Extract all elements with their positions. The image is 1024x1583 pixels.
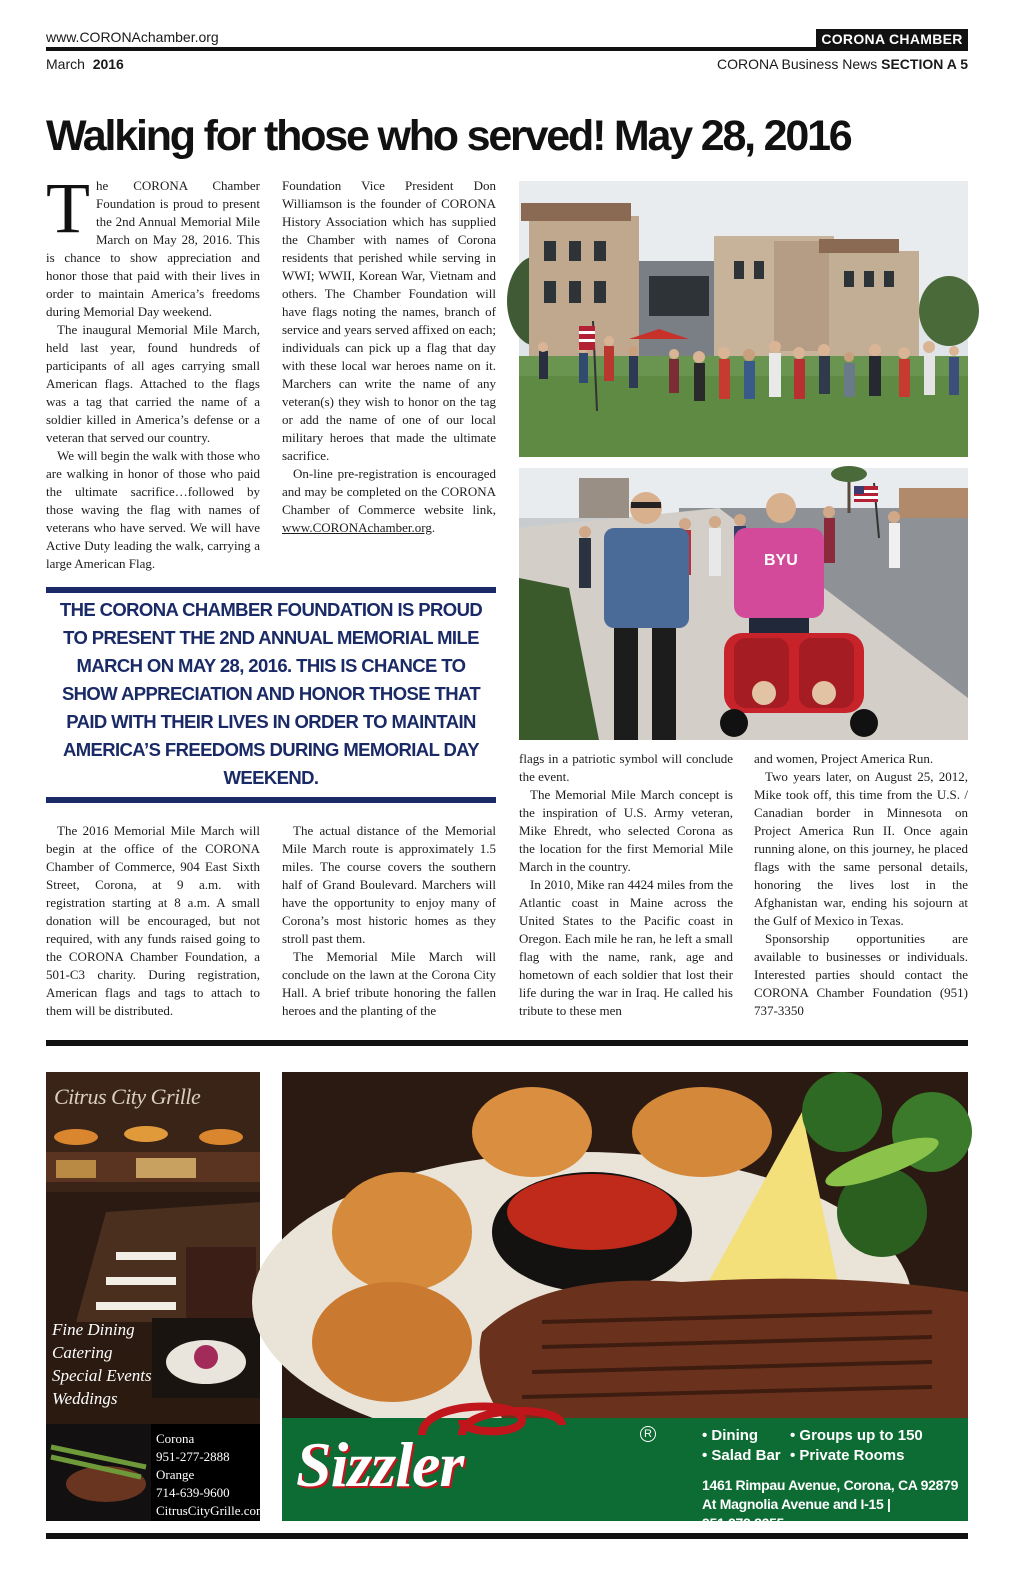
article-column-3: [46, 822, 260, 1020]
citrus-location: Corona: [156, 1431, 195, 1446]
registered-mark: R: [640, 1426, 656, 1442]
section-label: [717, 56, 968, 72]
article-column-5: [519, 750, 733, 1020]
issue-month: March: [46, 56, 85, 72]
paragraph: Foundation Vice President Don Williamson is the founder of CORONA History Association which has supplied the Chamber with names of Corona residents that perished while serving in WWI; WWII, Korean War, Vietnam and others. The Chamber Foundation will have flags noting the names, branch of service and years served affixed on each; individuals can pick up a flag that day with these local war heroes name on it. Marchers can write the name of any veteran(s) they wish to honor on the tag or add the name of one of our local military heroes that made the ultimate sacrifice.: [282, 178, 496, 463]
citrus-phone: 714-639-9600: [156, 1485, 230, 1500]
citrus-service: Catering: [52, 1343, 113, 1362]
citrus-services-list: [52, 1318, 152, 1410]
citrus-location: Orange: [156, 1467, 195, 1482]
photo-walkers-stroller: [519, 468, 968, 740]
sizzler-address-line: 1461 Rimpau Avenue, Corona, CA 92879: [702, 1477, 959, 1493]
paragraph: The inaugural Memorial Mile March, held last year, found hundreds of participants of all ages carrying small American flags. Attached to the flags was a tag that carried the name of a soldier killed in America’s defense or a veteran that served our country.: [46, 322, 260, 445]
sizzler-service: • Salad Bar: [702, 1447, 781, 1464]
article-column-4: [282, 822, 496, 1020]
shirt-text: BYU: [764, 552, 798, 569]
paragraph: The actual distance of the Memorial Mile March route is approximately 1.5 miles. The course covers the southern half of Grand Boulevard. Marchers will have the opportunity to enjoy many of Corona’s most historic homes as they stroll past them.: [282, 823, 496, 946]
header-rule: [46, 47, 968, 51]
paragraph: Two years later, on August 25, 2012, Mike took off, this time from the U.S. / Canadian border in Minnesota on Project America Run II. Once again running alone, on this journey, he placed flags with the same personal details, honoring the lives lost in the Afghanistan war, ending his sojourn at the Gulf of Mexico in Texas.: [754, 769, 968, 928]
paragraph: On-line pre-registration is encouraged and may be completed on the CORONA Chamber of Commerce website link, www.CORONAchamber.org.: [282, 466, 496, 535]
sizzler-address-line: At Magnolia Avenue and I-15 | 951.272.8255: [702, 1496, 891, 1531]
paragraph: In 2010, Mike ran 4424 miles from the Atlantic coast in Maine across the United States to the Pacific coast in Oregon. Each mile he ran, he left a small flag with the name, rank, age and hometown of each soldier that lost their life during the war in Iraq. He called his tribute to these men: [519, 877, 733, 1018]
pull-quote: THE CORONA CHAMBER FOUNDATION IS PROUD TO PRESENT THE 2ND ANNUAL MEMORIAL MILE MARCH ON MAY 28, 2016. THIS IS CHANCE TO SHOW APPRECIATION AND HONOR THOSE THAT PAID WITH THEIR LIVES IN ORDER TO MAINTAIN AMERICA’S FREEDOMS DURING MEMORIAL DAY WEEKEND.: [59, 599, 483, 788]
citrus-service: Fine Dining: [52, 1320, 135, 1339]
drop-cap: T: [46, 168, 90, 248]
citrus-website[interactable]: CitrusCityGrille.com: [156, 1503, 267, 1518]
photo-city-hall-crowd: [519, 181, 968, 457]
paragraph: The CORONA Chamber Foundation is proud to present the 2nd Annual Memorial Mile March on May 28, 2016. This is chance to show appreciation and honor those that paid with their lives in order to maintain America’s freedoms during Memorial Day weekend.: [46, 168, 260, 319]
section-divider: [46, 1040, 968, 1046]
citrus-city-grille-ad[interactable]: [46, 1072, 267, 1521]
paragraph: We will begin the walk with those who are walking in honor of those who paid the ultimate sacrifice…followed by those waving the flag with names of veterans who have served. We will have Active Duty leading the walk, carrying a large American Flag.: [46, 448, 260, 571]
citrus-city-grille-logo: Citrus City Grille: [46, 1072, 260, 1122]
sizzler-service: • Groups up to 150: [790, 1427, 923, 1444]
sizzler-services-left: [702, 1426, 781, 1466]
sizzler-ad[interactable]: [282, 1072, 968, 1531]
page-bottom-rule: [46, 1533, 968, 1539]
issue-year: 2016: [92, 56, 124, 72]
citrus-service: Special Events: [52, 1366, 152, 1385]
sizzler-service: • Dining: [702, 1427, 759, 1444]
pull-quote-top-rule: [46, 587, 496, 593]
paragraph: The Memorial Mile March concept is the inspiration of U.S. Army veteran, Mike Ehredt, who selected Corona as the location for the first Memorial Mile March in the country.: [519, 787, 733, 874]
citrus-service: Weddings: [52, 1389, 118, 1408]
header-url[interactable]: www.CORONAchamber.org: [46, 29, 219, 45]
paragraph: The 2016 Memorial Mile March will begin at the office of the CORONA Chamber of Commerce, 904 East Sixth Street, Corona, at 9 a.m. with registration starting at 8 a.m. A small donation will be encouraged, but not required, with any funds raised going to the CORONA Chamber Foundation, a 501-C3 charity. During registration, American flags and tags to attach to them will be distributed.: [46, 823, 260, 1018]
article-column-2: [282, 177, 496, 537]
citrus-contact-info: [156, 1430, 266, 1520]
article-column-6: [754, 750, 968, 1020]
sizzler-services-right: [790, 1426, 923, 1466]
sizzler-address: [702, 1476, 968, 1533]
paragraph: Sponsorship opportunities are available to businesses or individuals. Interested parties should contact the CORONA Chamber Foundation (951) 737-3350: [754, 931, 968, 1018]
paragraph: and women, Project America Run.: [754, 751, 934, 766]
pull-quote-bottom-rule: [46, 797, 496, 803]
publication-name: CORONA Business News: [716, 56, 878, 72]
paragraph: The Memorial Mile March will conclude on the lawn at the Corona City Hall. A brief tribute honoring the fallen heroes and the planting of the: [282, 949, 496, 1018]
paragraph: flags in a patriotic symbol will conclude the event.: [519, 751, 733, 784]
citrus-phone: 951-277-2888: [156, 1449, 230, 1464]
chamber-website-link[interactable]: www.CORONAchamber.org: [282, 520, 432, 535]
sizzler-logo: Sizzler: [296, 1429, 464, 1500]
sizzler-service: • Private Rooms: [790, 1447, 905, 1464]
article-column-1: [46, 168, 260, 573]
issue-date: [46, 56, 124, 72]
section-number: SECTION A 5: [881, 56, 968, 72]
sizzler-food-photo: [282, 1072, 968, 1418]
header-tag: CORONA CHAMBER: [816, 29, 968, 50]
article-headline: Walking for those who served! May 28, 2016: [46, 112, 851, 160]
